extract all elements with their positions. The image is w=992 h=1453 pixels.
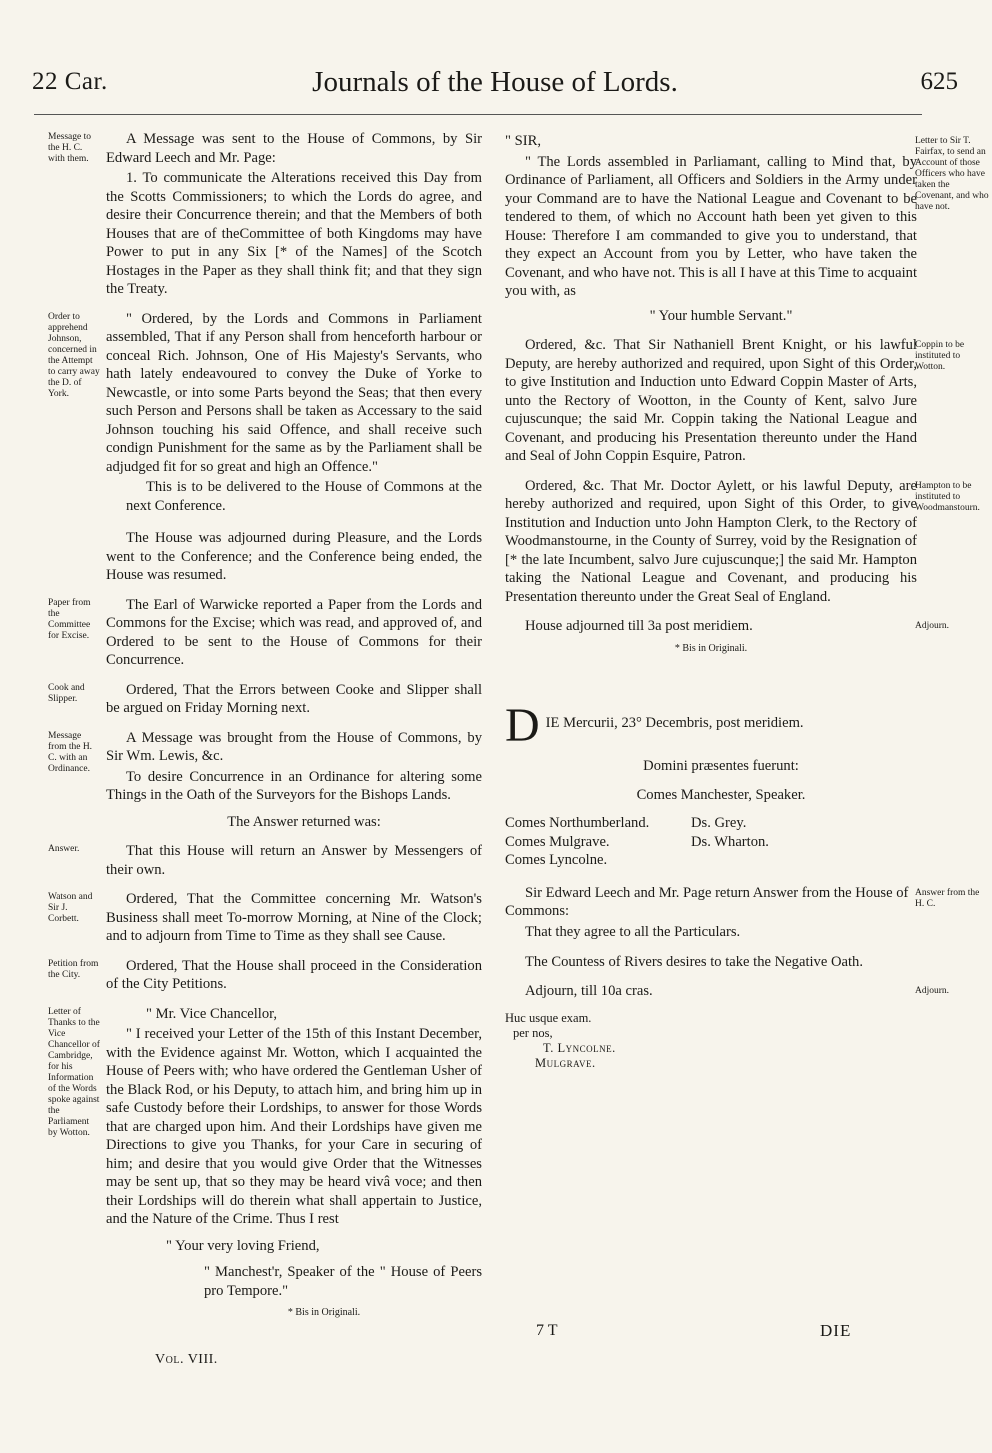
- page-header: [32, 66, 958, 110]
- margin-note: Answer.: [48, 844, 80, 854]
- entry-paragraph: Ordered, That the Committee concerning Mr. Watson's Business shall meet To-morrow Morning, at Nine of the Clock; and to adjourn from Time to Time as they shall see Cause.: [106, 891, 482, 944]
- margin-note: Letter to Sir T. Fairfax, to send an Account of those Officers who have taken the Covenant, and who have not.: [915, 136, 989, 212]
- letter-closing: " Your humble Servant.": [649, 307, 793, 324]
- entry-paragraph: That this House will return an Answer by Messengers of their own.: [106, 843, 482, 878]
- entry-paragraph: Ordered, &c. That Mr. Doctor Aylett, or his lawful Deputy, are hereby authorized and required, upon Sight of this Order, to give Institution and Induction unto John Hampton Clerk, to the Rectory of Woodmanstourne, in the County of Surrey, void by the Resignation of [* the late Incumbent, salvo Jure cujuscunque;] the said Mr. Hampton taking the National League and Covenant, and producing his Presentation thereunto under the Great Seal of England.: [505, 477, 917, 605]
- entry-paragraph: The Answer returned was:: [227, 813, 381, 830]
- session-date: IE Mercurii, 23° Decembris, post meridiem.: [545, 715, 804, 731]
- lords-present: [505, 814, 917, 870]
- margin-note: Adjourn.: [915, 621, 950, 631]
- entry-answer: [48, 842, 482, 879]
- lord-name: Comes Northumberland.: [505, 815, 650, 831]
- exam-line: Huc usque exam.: [505, 1011, 592, 1025]
- entry-watson: [48, 890, 482, 946]
- entry-message-from-commons: [48, 729, 482, 832]
- volume-label: Vol. VIII.: [155, 1352, 218, 1367]
- entry-letter-vice-chancellor: [48, 1005, 482, 1323]
- entry-letter-fairfax: [505, 132, 989, 325]
- drop-cap: D: [505, 699, 540, 752]
- exam-line: per nos,: [513, 1026, 553, 1040]
- entry-paragraph: Ordered, &c. That Sir Nathaniell Brent Knight, or his lawful Deputy, are hereby authorized and required, upon Sight of this Order, to give Institution and Induction unto Edward Coppin Master of Arts, unto the Rectory of Wootton, in the County of Kent, salvo Jure cujuscunque; the said Mr. Coppin taking the National League and Covenant, and producing his Presentation thereunto under the Hand and Seal of John Coppin Esquire, Patron.: [505, 337, 917, 464]
- lord-name: Ds. Grey.: [691, 815, 747, 831]
- entry-paragraph: House adjourned till 3a post meridiem.: [525, 618, 753, 634]
- margin-note: Paper from the Committee for Excise.: [48, 597, 91, 641]
- signatory: T. Lyncolne.: [543, 1041, 616, 1055]
- catchword: DIE: [820, 1321, 852, 1340]
- regnal-year: 22 Car.: [32, 68, 108, 95]
- entry-paragraph: Adjourn, till 10a cras.: [525, 982, 653, 999]
- signatory: Mulgrave.: [535, 1056, 596, 1070]
- entry-cook-slipper: [48, 681, 482, 718]
- right-column: [505, 132, 989, 1071]
- session-heading: [505, 699, 917, 752]
- footnote: * Bis in Originali.: [674, 642, 748, 654]
- entry-adjourn-cras: [505, 982, 950, 1001]
- margin-note: Message from the H. C. with an Ordinance.: [48, 730, 93, 774]
- margin-note: Letter of Thanks to the Vice Chancellor of Cambridge, for his Information of the Words spoke against the Parliament by Wotton.: [48, 1006, 100, 1138]
- margin-note: Cook and Slipper.: [48, 682, 85, 704]
- entry-paragraph: To desire Concurrence in an Ordinance for altering some Things in the Oath of the Surveyors for the Bishops Lands.: [106, 768, 482, 803]
- entry-excise-paper: [48, 596, 482, 670]
- entry-adjourn: [505, 617, 950, 658]
- letter-body: " The Lords assembled in Parliamant, calling to Mind that, by Ordinance of Parliament, all Officers and Soldiers in the Army under your Command are to have the National League and Covenant to be tendered to them, of which no Account hath been yet given to this House: Therefore I am commanded to give you to understand, that they expect an Account from you by Letter, who have taken the Covenant, and who have not. This is all I have at this Time to acquaint you with, as: [505, 153, 917, 299]
- letter-body: " I received your Letter of the 15th of this Instant December, with the Evidence against Mr. Wotton, which I acquainted the House of Peers with; who have ordered the Gentleman Usher of the Black Rod, or his Deputy, to attach him, and bring him up in safe Custody before their Lordships, to answer for those Words that are charged upon him. And their Lordships have given me Directions to give you Thanks, for your Care in securing of him; and desire that you would give Order that the Witnesses may be sent up, that so they may be heard vivâ voce; and then their Lordships will do therein what shall appertain to Justice, and the Nature of the Crime. Thus I rest: [106, 1026, 482, 1227]
- letter-signature: " Manchest'r, Speaker of the " House of Peers pro Tempore.": [204, 1264, 482, 1299]
- letter-closing: " Your very loving Friend,: [166, 1237, 320, 1254]
- countess-entry: The Countess of Rivers desires to take the Negative Oath.: [525, 954, 864, 970]
- running-title: Journals of the House of Lords.: [312, 66, 678, 98]
- entry-message-to-commons: [48, 130, 482, 299]
- margin-note: Coppin to be instituted to Wotton.: [915, 340, 965, 372]
- margin-note: Adjourn.: [915, 985, 950, 996]
- margin-note: Message to the H. C. with them.: [48, 132, 92, 164]
- entry-paragraph: Sir Edward Leech and Mr. Page return Answer from the House of Commons:: [505, 884, 909, 919]
- lord-name: Ds. Wharton.: [691, 833, 769, 850]
- entry-paragraph: That they agree to all the Particulars.: [525, 923, 741, 940]
- letter-salutation: " SIR,: [505, 133, 541, 149]
- left-column: [48, 130, 482, 1334]
- examination-note: [505, 1011, 917, 1071]
- entry-paragraph: The House was adjourned during Pleasure, and the Lords went to the Conference; and the Conference being ended, the House was resumed.: [106, 530, 482, 583]
- entry-coppin: [505, 336, 965, 466]
- margin-note: Answer from the H. C.: [915, 887, 980, 909]
- margin-note: Hampton to be instituted to Woodmanstourn.: [915, 480, 980, 513]
- entry-paragraph: 1. To communicate the Alterations received this Day from the Scotts Commissioners; to which the Lords do agree, and desire their Concurrence therein; and that the Members of both Houses that are of theCommittee of both Kingdoms may have Power to put in any Six [* of the Names] of the Scotch Hostages in the Paper as they shall think fit; and that they sign the Treaty.: [106, 170, 482, 297]
- entry-paragraph: A Message was brought from the House of Commons, by Sir Wm. Lewis, &c.: [106, 729, 482, 764]
- entry-answer-commons: [505, 884, 980, 942]
- entry-paragraph: Ordered, That the House shall proceed in the Consideration of the City Petitions.: [106, 957, 482, 992]
- margin-note: Watson and Sir J. Corbett.: [48, 892, 93, 924]
- lord-name: Comes Lyncolne.: [505, 852, 608, 868]
- letter-salutation: " Mr. Vice Chancellor,: [146, 1005, 278, 1022]
- entry-paragraph: " Ordered, by the Lords and Commons in Parliament assembled, That if any Person shall from henceforth harbour or conceal Rich. Johnson, One of His Majesty's Servants, who hath lately endeavoured to convey the Duke of Yorke to Newcastle, or into some Parts beyond the Seas; that then every such Person and Persons shall be taken as Accessary to the said Johnson touching his said Offence, and shall receive such condign Punishment for the same as by the Parliament shall be adjudged fit for so great and high an Offence.": [106, 310, 482, 475]
- margin-note: Order to apprehend Johnson, concerned in the Attempt to carry away the D. of York.: [48, 311, 100, 399]
- present-heading: Domini præsentes fuerunt:: [643, 758, 799, 774]
- speaker-line: Comes Manchester, Speaker.: [636, 786, 806, 803]
- entry-paragraph: Ordered, That the Errors between Cooke and Slipper shall be argued on Friday Morning next.: [106, 681, 482, 716]
- lord-name: Comes Mulgrave.: [505, 833, 610, 850]
- entry-city-petition: [48, 957, 482, 994]
- entry-paragraph: This is to be delivered to the House of Commons at the next Conference.: [126, 479, 482, 514]
- footnote: * Bis in Originali.: [287, 1307, 361, 1318]
- header-rule: [34, 114, 922, 115]
- entry-paragraph: A Message was sent to the House of Commons, by Sir Edward Leech and Mr. Page:: [106, 131, 482, 166]
- margin-note: Petition from the City.: [48, 958, 99, 980]
- entry-hampton: [505, 477, 980, 607]
- entry-order-johnson: [48, 310, 482, 585]
- signature-mark: 7 T: [536, 1322, 558, 1339]
- entry-paragraph: The Earl of Warwicke reported a Paper from the Lords and Commons for the Excise; which was read, and approved of, and Ordered to be sent to the House of Commons for their Concurrence.: [106, 596, 482, 668]
- page-number: 625: [920, 68, 958, 95]
